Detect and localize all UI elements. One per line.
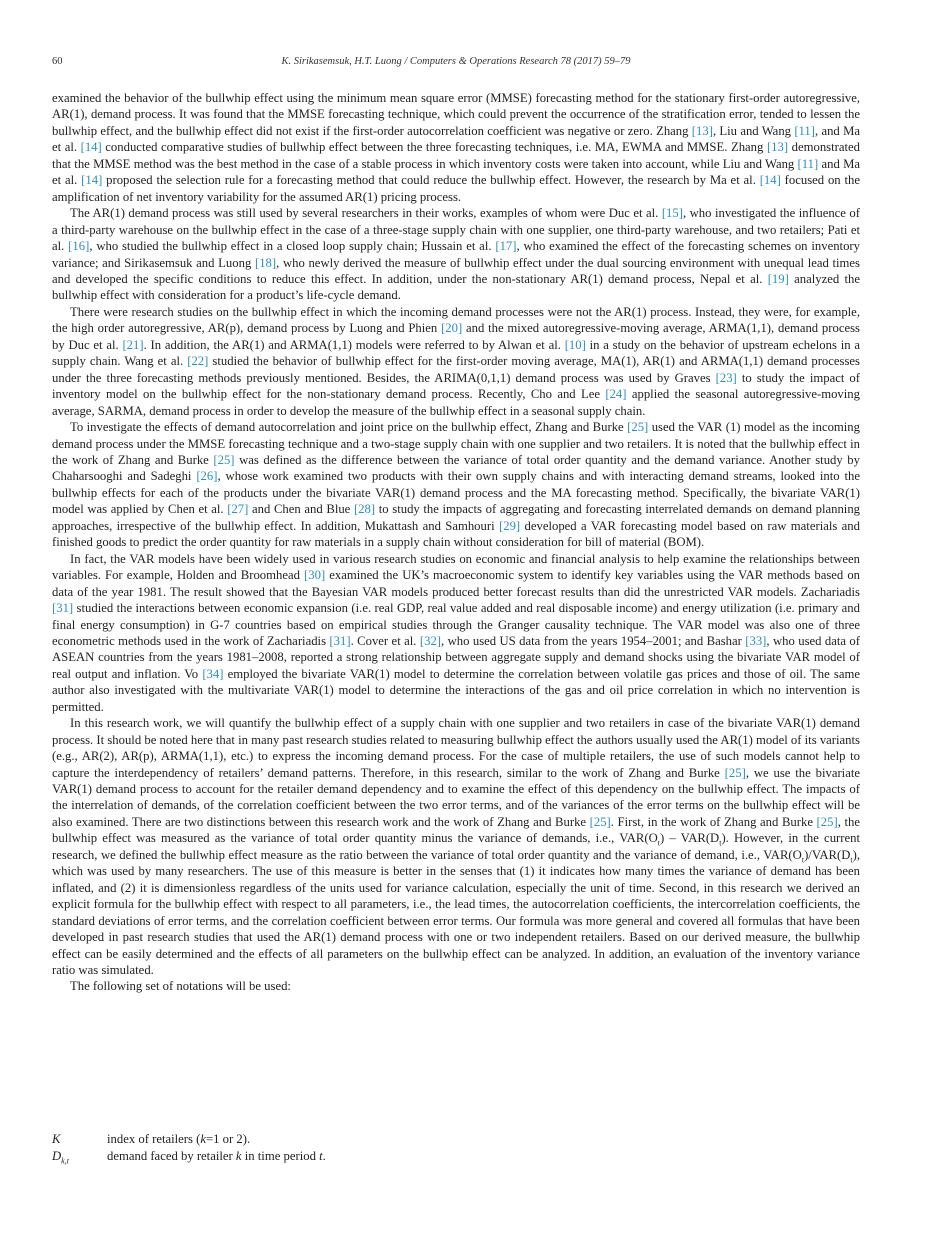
text-run: , who investigated the influence of a third-party warehouse on the bullwhip effect in the case of a three-stage supply chain with one supplier, one third-party warehouse, and two retailers; Pati et al. (52, 206, 860, 254)
text-run: focused on the amplification of net inventory variability for the assumed AR(1) pricing process. (52, 173, 860, 204)
text-run: and the mixed autoregressive-moving average, ARMA(1,1), demand process by Duc et al. (52, 321, 860, 352)
notation-symbol (52, 1148, 107, 1165)
citation-link[interactable]: [14] (759, 173, 781, 188)
text-run: used the VAR (1) model as the incoming demand process under the MMSE forecasting technique and a two-stage supply chain with one supplier and two retailers. It is noted that the bullwhip effect in the work of Zhang and Burke (52, 420, 860, 467)
math-variable: k (200, 1132, 206, 1146)
symbol-letter: K (52, 1132, 61, 1146)
text-run: to study the impact of inventory model on the bullwhip effect for the non-stationary demand process. Recently, Cho and Lee (52, 370, 860, 402)
math-variable: t (319, 1148, 323, 1163)
text-run: and Chen and Blue (248, 502, 354, 517)
citation-link[interactable]: [21] (122, 337, 144, 352)
citation-link[interactable]: [11] (794, 123, 815, 138)
text-run: ). However, in the current research, we defined the bullwhip effect measure as the ratio between the variance of total order quantity and the variance of demand, i.e., VAR(O (52, 831, 860, 862)
citation-link[interactable]: [16] (68, 239, 90, 254)
citation-link[interactable]: [13] (766, 140, 789, 155)
text-run: . In addition, the AR(1) and ARMA(1,1) models were referred to by Alwan et al. (143, 337, 565, 352)
text-run: , and Ma et al. (52, 123, 860, 155)
notation-list (52, 1131, 860, 1164)
citation-link[interactable]: [10] (564, 337, 586, 352)
subscript: t (657, 838, 660, 848)
text-run: , who examined the effect of the forecasting schemes on inventory variance; and Sirikasemsuk and Luong (52, 239, 860, 270)
paragraph (52, 551, 860, 716)
citation-link[interactable]: [34] (202, 666, 224, 681)
citation-link[interactable]: [28] (353, 502, 376, 517)
text-run: and Ma et al. (52, 156, 860, 188)
text-run: in time period (241, 1148, 320, 1163)
citation-link[interactable]: [13] (691, 123, 713, 138)
citation-link[interactable]: [33] (745, 633, 767, 648)
page-number: 60 (52, 56, 63, 67)
text-run: , who used US data from the years 1954–2001; and Bashar (441, 633, 746, 648)
text-run: , we use the bivariate VAR(1) demand process to account for the retailer demand dependency and to examine the effect of this dependency on the bullwhip effect. The impacts of the interrelation of demands, of the correlation coefficient between the two error terms, and of the variances of the error terms on the bullwhip effect will be also examined. There are two distinctions between this research work and the work of Zhang and Burke (52, 765, 860, 829)
text-run: , whose work examined two products with their own supply chains and with interacting demand streams, looked into the bullwhip effects for each of the products under the bivariate VAR(1) demand process and the MA forecasting method. Specifically, the bivariate VAR(1) model was applied by Chen et al. (52, 469, 860, 517)
text-run: , who used data of ASEAN countries from the years 1981–2008, reported a strong relationship between aggregate supply and demand shocks using the bivariate VAR model of real output and inflation. Vo (52, 633, 861, 681)
text-run: ) – VAR(D (660, 831, 720, 846)
paragraph (52, 715, 860, 978)
text-run: In this research work, we will quantify the bullwhip effect of a supply chain with one supplier and two retailers in case of the bivariate VAR(1) demand process. It should be noted here that in many past research studies related to measuring bullwhip effect the authors usually used the AR(1) model of its variants (e.g., AR(2), AR(p), ARMA(1,1), etc.) to express the incoming demand process. For the case of multiple retailers, the use of such models cannot help to capture the interdependency of retailers’ demand patterns. Therefore, in this research, similar to the work of Zhang and Burke (52, 716, 860, 780)
text-run: )/VAR(D (804, 847, 851, 862)
text-run: studied the behavior of bullwhip effect for the first-order moving average, MA(1), AR(1) and ARMA(1,1) demand processes under the three forecasting methods previously mentioned. Besides, the ARIMA(0,1,1) demand process was used by Graves (52, 354, 860, 385)
citation-link[interactable]: [18] (254, 255, 277, 270)
text-run: demand faced by retailer (107, 1148, 236, 1163)
notation-row (52, 1148, 860, 1165)
citation-link[interactable]: [17] (495, 239, 517, 254)
body-text (52, 90, 860, 995)
citation-link[interactable]: [24] (605, 387, 627, 402)
notation-row (52, 1131, 860, 1148)
text-run: , who studied the bullwhip effect in a closed loop supply chain; Hussain et al. (89, 239, 496, 254)
text-run: To investigate the effects of demand autocorrelation and joint price on the bullwhip effect, Zhang and Burke (70, 420, 628, 435)
citation-link[interactable]: [32] (419, 633, 442, 648)
text-run: , Liu and Wang (712, 123, 795, 138)
citation-link[interactable]: [20] (441, 321, 463, 336)
citation-link[interactable]: [23] (715, 370, 737, 385)
journal-page (52, 0, 860, 1234)
text-run: There were research studies on the bullwhip effect in which the incoming demand processes were not the AR(1) process. Instead, they were, for example, the high order autoregressive, AR(p), demand process by Luong and Phien (52, 304, 860, 336)
notation-symbol (52, 1131, 107, 1148)
text-run: ), which was used by many researchers. The use of this measure is better in the senses that (1) it indicates how many times the variance of demand has been inflated, and (2) it is dimensionless regardless of the units used for variance calculation, especially the unit of time. Second, in this research we derived an explicit formula for the bullwhip effect with respect to all parameters, i.e., the lead times, the autocorrelation coefficients, the intercorrelation coefficients, the standard deviations of error terms, and the correlation coefficient between error terms. Our formula was more general and covered all formulas that have been developed in past research studies that used the AR(1) demand process with one or two independent retailers. Based on our derived measure, the bullwhip effect can be easily determined and the effects of all parameters on the bullwhip effect can be analyzed. In addition, an evaluation of the inventory variance ratio was simulated. (52, 847, 860, 978)
text-run: analyzed the bullwhip effect with consideration for a product’s life-cycle demand. (52, 271, 860, 303)
symbol-subscript: k,t (61, 1156, 69, 1166)
text-run: applied the seasonal autoregressive-moving average, SARMA, demand process in order to develop the measure of the bullwhip effect in a seasonal supply chain. (52, 387, 860, 418)
text-run: to study the impacts of aggregating and forecasting interrelated demands on demand planning approaches, irrespective of the bullwhip effect. In addition, Mukattash and Samhouri (52, 502, 861, 533)
text-run: conducted comparative studies of bullwhip effect between the three forecasting techniques, i.e. MA, EWMA and MMSE. Zhang (101, 140, 767, 155)
text-run: developed a VAR forecasting model based on raw materials and finished goods to predict the order quantity for raw materials in a supply chain without consideration for bill of material (BOM). (52, 518, 860, 550)
citation-link[interactable]: [26] (196, 469, 218, 484)
text-run: proposed the selection rule for a forecasting method that could reduce the bullwhip effect. However, the research by Ma et al. (102, 173, 760, 188)
text-run: demonstrated that the MMSE method was the best method in the case of a stable process in which inventory costs were taken into account, while Liu and Wang (52, 140, 860, 171)
text-run: index of retailers ( (107, 1132, 201, 1146)
citation-link[interactable]: [25] (724, 765, 746, 780)
text-run: , who newly derived the measure of bullwhip effect under the dual sourcing environment with unequal lead times and developed the specific conditions to reduce this effect. In addition, under the non-stationary AR(1) demand process, Nepal et al. (52, 255, 860, 286)
citation-link[interactable]: [30] (304, 568, 326, 583)
subscript: t (801, 855, 805, 865)
text-run: examined the behavior of the bullwhip effect using the minimum mean square error (MMSE) forecasting method for the stationary first-order autoregressive, AR(1), demand process. It was found that the MMSE forecasting technique, which could prevent the occurrence of the stratification error, tended to lessen the bullwhip effect, and the bullwhip effect did not exist if the first-order autocorrelation coefficient was negative or zero. Zhang (52, 91, 860, 138)
running-title: K. Sirikasemsuk, H.T. Luong / Computers & Operations Research 78 (2017) 59–79 (281, 56, 631, 67)
citation-link[interactable]: [14] (80, 140, 102, 155)
citation-link[interactable]: [31] (52, 601, 74, 616)
subscript: t (850, 855, 853, 865)
notation-description (107, 1131, 860, 1148)
text-run: The following set of notations will be used: (70, 979, 291, 994)
math-variable: k (235, 1148, 242, 1163)
page-header (52, 56, 860, 72)
text-run: studied the interactions between economic expansion (i.e. real GDP, real value added and real disposable income) and energy utilization (i.e. primary and final energy consumption) in G-7 countries based on empirical studies through the Granger causality technique. The VAR model was also one of three econometric methods used in the work of Zachariadis (52, 601, 860, 648)
citation-link[interactable]: [11] (797, 156, 819, 171)
notation-description (107, 1148, 860, 1165)
citation-link[interactable]: [25] (627, 420, 649, 435)
citation-link[interactable]: [25] (213, 452, 235, 467)
text-run: =1 or 2). (206, 1132, 251, 1146)
citation-link[interactable]: [19] (767, 271, 789, 286)
text-run: . (322, 1148, 326, 1163)
text-run: . First, in the work of Zhang and Burke (610, 814, 817, 829)
text-run: In fact, the VAR models have been widely used in various research studies on economic and financial analysis to help examine the relationships between variables. For example, Holden and Broomhead (52, 551, 860, 583)
paragraph (52, 304, 860, 419)
citation-link[interactable]: [27] (227, 502, 249, 517)
symbol-letter: D (52, 1148, 62, 1163)
citation-link[interactable]: [22] (187, 354, 209, 369)
text-run: examined the UK’s macroeconomic system to identify key variables using the VAR methods based on data of the year 1981. The result showed that the Bayesian VAR models produced better forecast results than did the unrestricted VAR models. Zachariadis (52, 568, 861, 599)
text-run: employed the bivariate VAR(1) model to determine the correlation between volatile gas prices and those of oil. The same author also investigated with the multivariate VAR(1) model to determine the interactions of the gas and oil price correlation in which no intervention is permitted. (52, 666, 860, 714)
citation-link[interactable]: [25] (816, 814, 838, 829)
text-run: in a study on the behavior of upstream echelons in a supply chain. Wang et al. (52, 337, 860, 369)
citation-link[interactable]: [14] (81, 173, 103, 188)
text-run: . Cover et al. (350, 633, 420, 648)
paragraph (52, 978, 860, 994)
text-run: , the bullwhip effect was measured as the variance of total order quantity minus the variance of demands, i.e., VAR(O (52, 814, 860, 846)
paragraph (52, 90, 860, 205)
citation-link[interactable]: [31] (329, 633, 351, 648)
subscript: t (719, 838, 722, 848)
paragraph (52, 205, 860, 304)
text-run: was defined as the difference between the variance of total order quantity and the demand variance. Another study by Chaharsooghi and Sadeghi (52, 452, 860, 484)
text-run: The AR(1) demand process was still used by several researchers in their works, examples of whom were Duc et al. (70, 206, 662, 221)
paragraph (52, 419, 860, 551)
citation-link[interactable]: [15] (661, 206, 683, 221)
citation-link[interactable]: [29] (499, 518, 521, 533)
citation-link[interactable]: [25] (589, 814, 611, 829)
